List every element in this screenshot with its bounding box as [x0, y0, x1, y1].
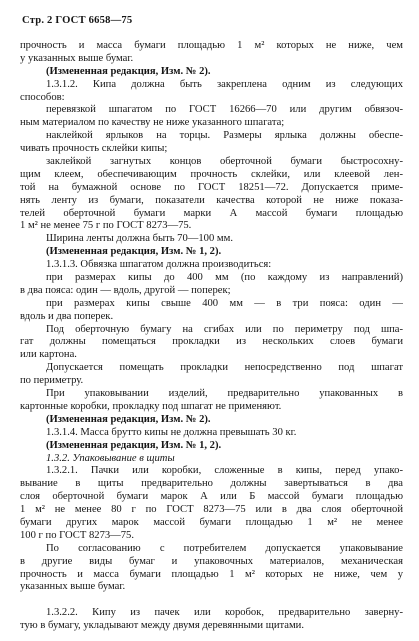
text-line: в два пояса: один — вдоль, другой — поперек;	[20, 284, 231, 296]
text-line: указанных выше бумаг.	[20, 581, 126, 593]
document-body	[20, 40, 403, 633]
text-line: наклейкой ярлыков на торцы. Размеры ярлыка должны обеспе-	[46, 130, 403, 142]
text-line: 1.3.2.2. Кипу из пачек или коробок, предварительно заверну-	[46, 607, 403, 619]
text-line: ным материалом по качеству не ниже указанного шпагата;	[20, 117, 285, 129]
text-line: чивать прочность склейки кипы;	[20, 143, 168, 155]
text-line: гат должны помещаться прокладки из нескольких слоев бумаги	[20, 336, 403, 348]
section-heading: 1.3.2. Упаковывание в щиты	[46, 452, 175, 464]
text-line: 1 м² не менее 75 г по ГОСТ 8273—75.	[20, 220, 192, 232]
text-line: по периметру.	[20, 375, 84, 387]
text-line: тую в бумагу, укладывают между двумя деревянными щитами.	[20, 620, 304, 632]
text-line: бумаги других марок массой бумаги площадью 1 м² не менее	[20, 516, 403, 528]
text-line: прочность и масса бумаги площадью 1 м² которых не ниже, чем у	[20, 568, 403, 580]
amendment-note: (Измененная редакция, Изм. № 2).	[46, 413, 211, 425]
text-line: Допускается помещать прокладки непосредственно под шпагат	[46, 362, 403, 374]
amendment-note: (Измененная редакция, Изм. № 2).	[46, 65, 211, 77]
text-line: картонные коробки, прокладку под шпагат не применяют.	[20, 400, 282, 412]
text-line: при размерах кипы свыше 400 мм — в три пояса: один —	[46, 297, 403, 309]
text-line: 100 г по ГОСТ 8273—75.	[20, 529, 134, 541]
text-line: у указанных выше бумаг.	[20, 52, 134, 64]
text-line: щим клеем, обеспечивающим прочность склейки, или клеевой лен-	[20, 168, 403, 180]
text-line: 1.3.1.4. Масса брутто кипы не должна превышать 30 кг.	[46, 426, 297, 438]
text-line: при размерах кипы до 400 мм (по каждому из направлений)	[46, 272, 403, 284]
text-line: По согласованию с потребителем допускается упаковывание	[46, 542, 403, 554]
text-line: вдоль и два поперек.	[20, 310, 114, 322]
text-line: 1.3.2.1. Пачки или коробки, сложенные в кипы, перед упако-	[46, 465, 403, 477]
text-line: Ширина ленты должна быть 70—100 мм.	[46, 233, 233, 245]
text-line: Под оберточную бумагу на сгибах или по периметру под шпа-	[46, 323, 403, 335]
text-line: 1 м² не менее 80 г по ГОСТ 8273—75 или в два слоя оберточной	[20, 504, 403, 516]
page-header	[22, 15, 132, 26]
text-line: той на бумажной основе по ГОСТ 18251—72. Допускается приме-	[20, 181, 403, 193]
text-line: прочность и масса бумаги площадью 1 м² которых не ниже, чем	[20, 40, 403, 51]
standard-code: ГОСТ 6658—75	[55, 15, 133, 26]
text-line: в другие виды бумаг и упаковочных материалов, механическая	[20, 555, 403, 567]
text-line: способов:	[20, 91, 65, 103]
text-line: перевязкой шпагатом по ГОСТ 16266—70 или другим обвязоч-	[46, 104, 403, 116]
text-line: При упаковывании изделий, предварительно упакованных в	[46, 388, 403, 400]
text-line: 1.3.1.3. Обвязка шпагатом должна производиться:	[46, 259, 272, 271]
text-line	[20, 594, 403, 607]
amendment-note: (Измененная редакция, Изм. № 1, 2).	[46, 246, 222, 258]
text-line: заклейкой загнутых концов оберточной бумаги быстросохну-	[46, 156, 403, 168]
page-number: Стр. 2	[22, 15, 53, 26]
amendment-note: (Измененная редакция, Изм. № 1, 2).	[46, 439, 222, 451]
text-line: слоя оберточной бумаги марок А или Б массой бумаги площадью	[20, 491, 403, 503]
text-line: 1.3.1.2. Кипа должна быть закреплена одним из следующих	[46, 78, 403, 90]
text-line: вывание в щиты предварительно должны завертываться в два	[20, 478, 403, 490]
text-line: телей оберточной бумаги марки А массой бумаги площадью	[20, 207, 403, 219]
text-line: или картона.	[20, 349, 77, 361]
text-line: нять ленту из бумаги, показатели качества которой не ниже показа-	[20, 194, 403, 206]
